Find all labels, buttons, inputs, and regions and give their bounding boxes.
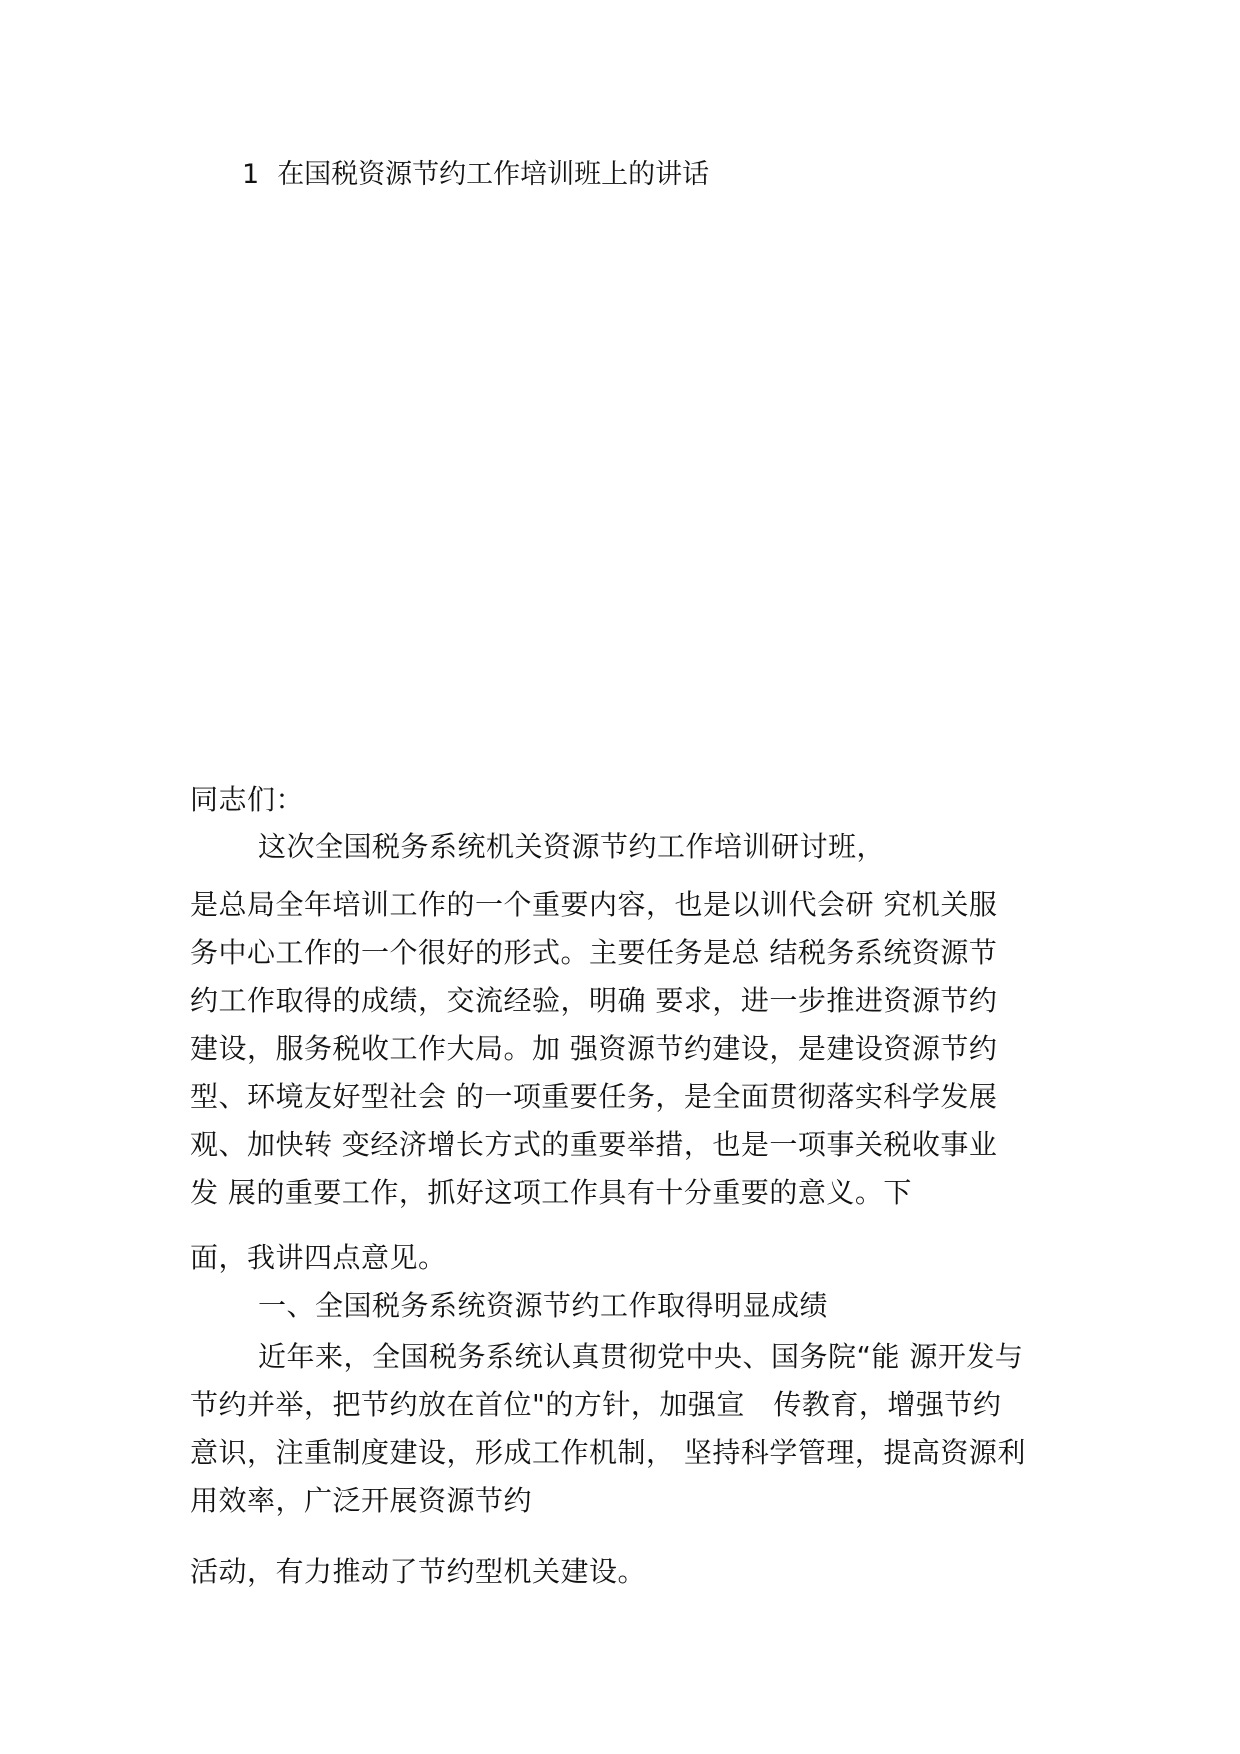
paragraph-2-line-5: 活动，有力推动了节约型机关建设。 bbox=[190, 1555, 647, 1588]
paragraph-1-line-9: 面，我讲四点意见。 bbox=[190, 1241, 447, 1274]
paragraph-1-line-8: 发 展的重要工作，抓好这项工作具有十分重要的意义。下 bbox=[190, 1176, 912, 1209]
paragraph-2-line-4: 用效率，广泛开展资源节约 bbox=[190, 1484, 533, 1517]
salutation: 同志们： bbox=[190, 783, 305, 816]
paragraph-2-line-1: 近年来，全国税务系统认真贯彻党中央、国务院“能 源开发与 bbox=[258, 1340, 1024, 1373]
paragraph-2-line-2: 节约并举，把节约放在首位"的方针，加强宣 传教育，增强节约 bbox=[190, 1388, 1002, 1421]
document-title bbox=[242, 158, 709, 192]
title-number: 1 bbox=[242, 159, 260, 190]
title-text: 在国税资源节约工作培训班上的讲话 bbox=[277, 159, 710, 190]
paragraph-1-line-5: 建设，服务税收工作大局。加 强资源节约建设，是建设资源节约 bbox=[190, 1032, 998, 1065]
paragraph-1-line-7: 观、加快转 变经济增长方式的重要举措，也是一项事关税收事业 bbox=[190, 1128, 998, 1161]
paragraph-2-line-3: 意识，注重制度建设，形成工作机制， 坚持科学管理，提高资源利 bbox=[190, 1436, 1026, 1469]
section-heading-1: 一、全国税务系统资源节约工作取得明显成绩 bbox=[258, 1289, 829, 1322]
paragraph-1-line-4: 约工作取得的成绩，交流经验，明确 要求，进一步推进资源节约 bbox=[190, 984, 998, 1017]
paragraph-1-line-3: 务中心工作的一个很好的形式。主要任务是总 结税务系统资源节 bbox=[190, 936, 998, 969]
paragraph-1-line-1: 这次全国税务系统机关资源节约工作培训研讨班， bbox=[258, 830, 886, 863]
paragraph-1-line-6: 型、环境友好型社会 的一项重要任务，是全面贯彻落实科学发展 bbox=[190, 1080, 998, 1113]
paragraph-1-line-2: 是总局全年培训工作的一个重要内容，也是以训代会研 究机关服 bbox=[190, 888, 998, 921]
